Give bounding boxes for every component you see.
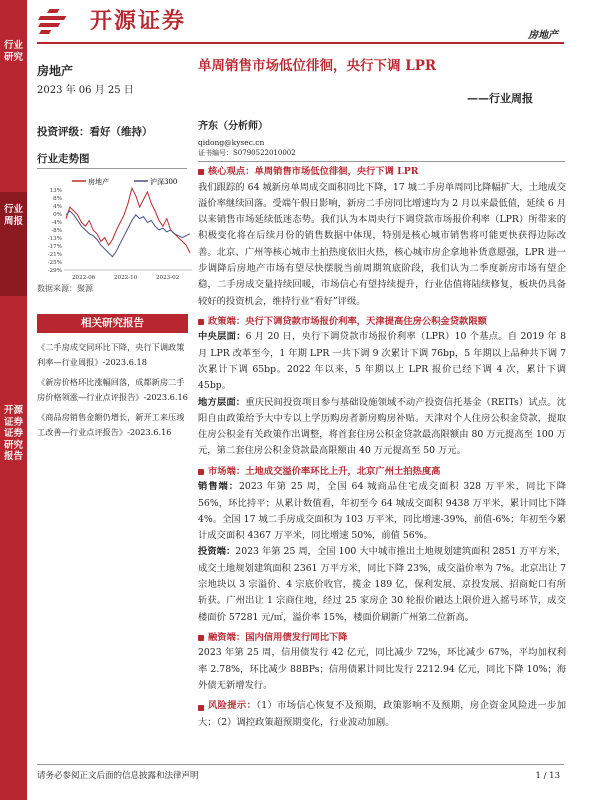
- report-body: [198, 164, 566, 731]
- y-tick-label: -4%: [51, 220, 62, 226]
- report-subtitle: ——行业周报: [467, 92, 533, 105]
- series-line-real-estate: [66, 188, 190, 253]
- section-heading-market: 市场端：土地成交溢价率环比上升，北京广州土拍热度高: [198, 464, 566, 480]
- brand-name: 开源证券: [90, 9, 187, 34]
- market-sales-paragraph: [198, 479, 566, 544]
- header-rule: [37, 42, 564, 44]
- trend-chart-title: 行业走势图: [37, 153, 90, 165]
- related-report-link[interactable]: 《新房价格环比涨幅回落，成都新房二手房价格领涨—行业点评报告》-2023.6.16: [37, 377, 188, 402]
- section-heading-core: 核心观点：单周销售市场低位徘徊，央行下调 LPR: [198, 164, 566, 180]
- y-tick-label: -29%: [47, 268, 62, 274]
- sidebar-bottom-label: 开源证券 证券研究报告: [3, 405, 23, 462]
- trend-chart: [36, 172, 196, 282]
- brand-mark-icon: [34, 8, 78, 38]
- section-heading-policy: 政策端：央行下调贷款市场报价利率，天津提高住房公积金贷款限额: [198, 314, 566, 330]
- report-title: 单周销售市场低位徘徊，央行下调 LPR: [198, 58, 437, 74]
- y-tick-label: -25%: [47, 260, 62, 266]
- market-sales-label: 销售端：: [198, 481, 239, 493]
- y-tick-label: 0%: [53, 212, 62, 218]
- policy-local-paragraph: [198, 395, 566, 460]
- x-tick-label: 2022-10: [114, 275, 138, 281]
- investment-rating: 投资评级：看好（维持）: [37, 126, 153, 138]
- section-heading-financing: 融资端：国内信用债发行同比下降: [198, 630, 566, 646]
- sidebar-top-label: 行业研究: [3, 40, 23, 63]
- financing-paragraph: 2023 年第 25 周，信用债发行 42 亿元，同比减少 72%，环比减少 67%，平均加权利率 2.78%，环比减少 88BPs；信用债累计同比发行 2212.94 亿元，同比下降 10%；海外债无新增发行。: [198, 647, 566, 692]
- sidebar: [0, 0, 27, 800]
- y-tick-label: 8%: [53, 196, 62, 202]
- footer-rule: [37, 764, 564, 765]
- header-section-tag: 房地产: [528, 30, 558, 41]
- page-number: 1 / 13: [535, 771, 560, 781]
- section-heading-risk: 风险提示：: [198, 700, 256, 711]
- analyst-rule: [198, 161, 565, 162]
- policy-local-text: 重庆民间投资项目参与基础设施领域不动产投资信托基金（REITs）试点。沈阳自由政策给予大中专以上学历购房者新房购房补贴。天津对个人住房公积金贷款，提取住房公积金有关政策作出调整，将首套住房公积金贷款最高限额由 80 万元提高至 100 万元，第二套住房公积金贷款最高限额由 40 万元提高至 50 万元。: [198, 396, 566, 457]
- related-report-link[interactable]: 《商品房销售金额仍增长，新开工来压竣工改善—行业点评报告》-2023.6.16: [37, 412, 185, 437]
- industry-name: 房地产: [37, 64, 74, 78]
- legend-label-real-estate: 房地产: [88, 178, 109, 186]
- risk-text: （1）市场信心恢复不及预期，政策影响不及预期，房企资金风险进一步加大；（2）调控政策超预期变化，行业波动加剧。: [198, 700, 566, 728]
- y-tick-label: -8%: [51, 228, 62, 234]
- trend-chart-rule: [37, 168, 187, 169]
- policy-central-paragraph: [198, 329, 566, 394]
- analyst-name: 齐东（分析师）: [198, 121, 268, 132]
- policy-central-text: 6 月 20 日，央行下调贷款市场报价利率（LPR）10 个基点。自 2019 年 8 月 LPR 改革至今，1 年期 LPR 一共下调 9 次累计下调 76bp，5 年期以上品种共下调 7 次累计下调 65bp。2022 年以来，5 年期以上 LPR 报价已经下调 4 次，累计下调 45bp。: [198, 331, 566, 392]
- sidebar-mid-label: 行业周报: [3, 204, 23, 227]
- y-tick-label: 4%: [53, 204, 62, 210]
- x-tick-label: 2022-06: [72, 275, 96, 281]
- y-tick-label: -17%: [47, 244, 62, 250]
- market-investment-paragraph: [198, 544, 566, 625]
- y-tick-label: 13%: [49, 188, 62, 194]
- analyst-cert: 证书编号：S0790522010002: [198, 149, 296, 157]
- risk-paragraph: [198, 698, 566, 731]
- brand-logo: [34, 6, 234, 38]
- core-paragraph: 我们跟踪的 64 城新房单周成交面积同比下降，17 城二手房单周同比降幅扩大，土地成交溢价率继续回落。受端午假日影响，新房二手房同比增速均为 2 月以来最低值，延续 6 月以来销售市场延续低迷态势。我们认为本周央行下调贷款市场报价利率（LPR）所带来的积极变化将在后续月份的销售数据中体现，特别是核心城市销售将可能更快获得边际改善。北京、广州等核心城市土拍热度依旧火热，核心城市房企拿地补货意愿强，LPR 进一步调降后房地产市场有望尽快摆脱当前周期筑底阶段，我们认为二季度新房市场有望企稳，二手房成交量持续回暖，市场信心有望持续提升，行业估值将陆续修复，板块仍具备较好的投资机会，维持行业“看好”评级。: [198, 181, 566, 307]
- y-tick-label: -21%: [47, 252, 62, 258]
- related-reports-list: [37, 340, 190, 445]
- legend-label-csi300: 沪深300: [150, 178, 178, 186]
- related-reports-title: 相关研究报告: [37, 314, 188, 333]
- chart-source: 数据来源：聚源: [37, 284, 93, 293]
- market-investment-text: 2023 年第 25 周，全国 100 大中城市推出土地规划建筑面积 2851 万平方米，成交土地规划建筑面积 2361 万平方米，同比下降 23%，成交溢价率为 7%。北京出让 7 宗地块以 3 宗溢价、4 宗底价收官，揽金 189 亿，保利发展、京投发展、招商蛇口有所斩获。广州出让 1 宗商住地，经过 25 家房企 30 轮报价融达上限价进入摇号环节，成交楼面价 57281 元/㎡，溢价率 15%，楼面价刷新广州第二位新高。: [198, 546, 566, 623]
- report-date: 2023 年 06 月 25 日: [37, 85, 134, 96]
- y-tick-label: -13%: [47, 236, 62, 242]
- footer-disclaimer: 请务必参阅正文后面的信息披露和法律声明: [37, 771, 199, 781]
- policy-local-label: 地方层面：: [198, 396, 246, 408]
- x-tick-label: 2023-02: [156, 275, 180, 281]
- policy-central-label: 中央层面：: [198, 331, 246, 343]
- series-line-csi300: [66, 211, 190, 257]
- market-sales-text: 2023 年第 25 周，全国 64 城商品住宅成交面积 328 万平米，同比下降 56%，环比持平；从累计数值看，年初至今 64 城成交面积 9438 万平米，累计同比下降 4%。全国 17 城二手房成交面积为 103 万平米，同比增速-39%，前值-6%；年初至今累计成交面积 4367 万平米，同比增速 50%，前值 56%。: [198, 481, 566, 542]
- sidebar-highlight: [0, 192, 27, 296]
- market-investment-label: 投资端：: [198, 546, 236, 558]
- related-report-link[interactable]: 《二手房成交同环比下降，央行下调政策利率—行业周报》-2023.6.18: [37, 342, 185, 367]
- analyst-email[interactable]: qidong@kysec.cn: [198, 138, 265, 147]
